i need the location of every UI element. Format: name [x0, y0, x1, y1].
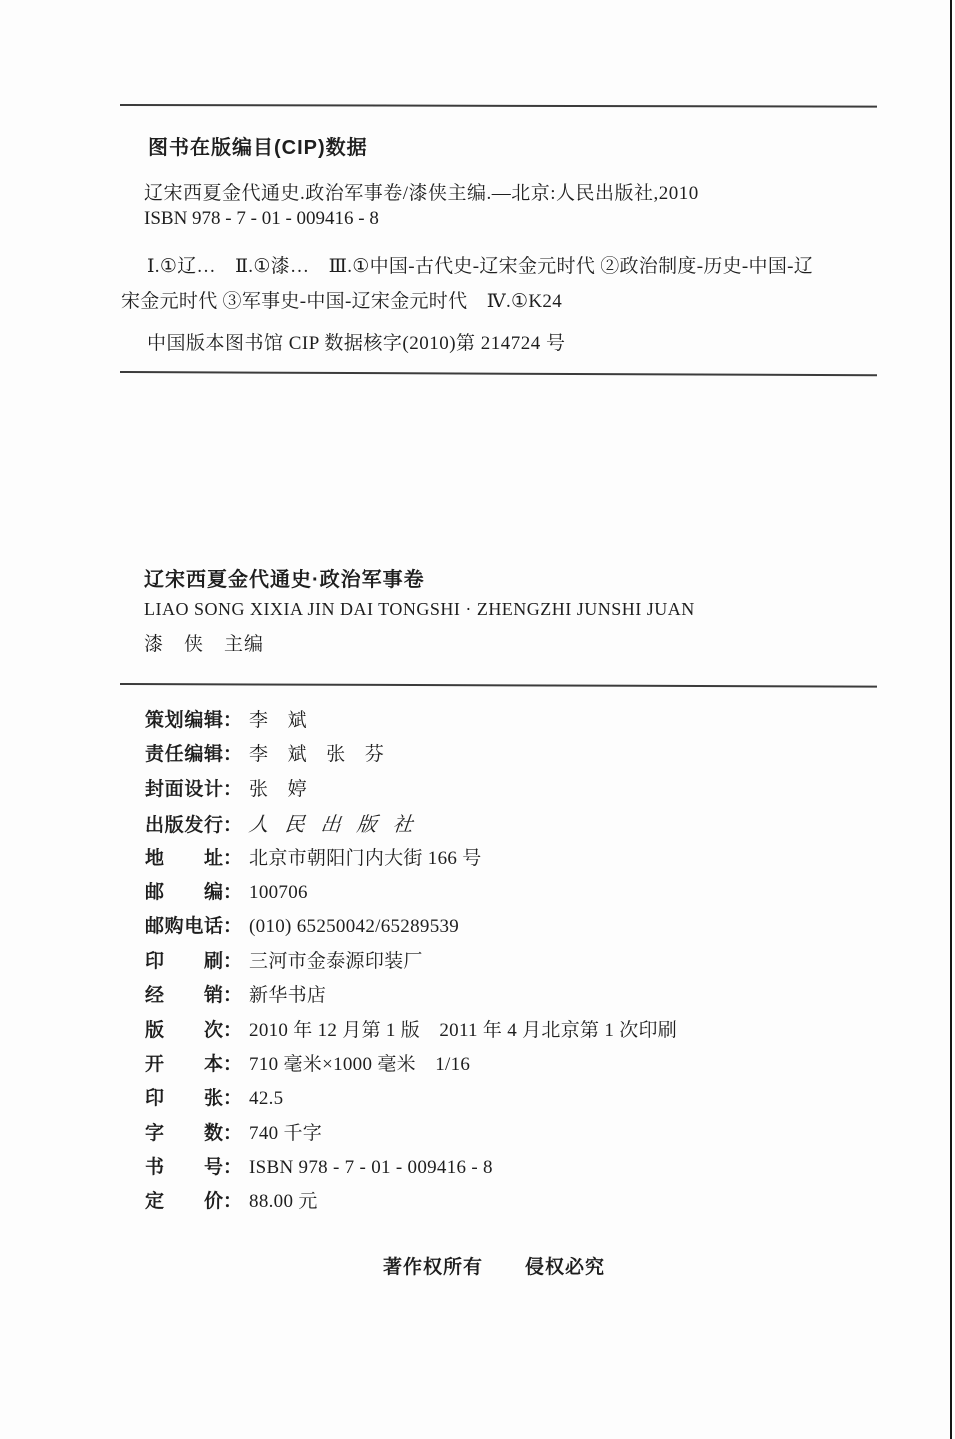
publication-info-list: [145, 705, 677, 1221]
divider-top: [120, 104, 877, 108]
info-label: 邮编: [145, 881, 223, 903]
publication-info-row: [145, 1152, 677, 1186]
info-colon: ：: [223, 1019, 243, 1041]
book-title-pinyin: LIAO SONG XIXIA JIN DAI TONGSHI · ZHENGZHI JUNSHI JUAN: [144, 599, 695, 619]
info-value: 李 斌 张 芬: [249, 744, 385, 766]
info-label: 印刷: [145, 950, 223, 972]
info-label: 出版发行: [145, 815, 223, 837]
info-value: 740 千字: [249, 1122, 323, 1144]
info-value: 2010 年 12 月第 1 版 2011 年 4 月北京第 1 次印刷: [249, 1019, 678, 1041]
footer-gap: [483, 1252, 525, 1279]
info-label: 定价: [145, 1191, 223, 1213]
cip-classification-line-1: Ⅰ.①辽… Ⅱ.①漆… Ⅲ.①中国-古代史-辽宋金元时代 ②政治制度-历史-中国-辽: [147, 256, 814, 277]
info-value: 42.5: [249, 1088, 284, 1110]
info-colon: ：: [223, 778, 243, 800]
info-colon: ：: [223, 744, 243, 766]
divider-lower: [120, 683, 877, 688]
info-label: 策划编辑: [145, 710, 223, 731]
info-label: 版次: [145, 1019, 223, 1041]
infringement-warning: 侵权必究: [525, 1257, 606, 1278]
info-colon: ：: [223, 916, 243, 938]
publication-info-row: [145, 946, 677, 980]
publication-info-row: [145, 705, 677, 739]
info-value: 北京市朝阳门内大街 166 号: [249, 847, 482, 869]
publication-info-row: [145, 1186, 677, 1220]
info-label: 印张: [145, 1088, 223, 1110]
publication-info-row: [145, 774, 677, 808]
cip-heading: 图书在版编目(CIP)数据: [148, 137, 368, 159]
info-value: 88.00 元: [249, 1191, 318, 1213]
info-value: ISBN 978 - 7 - 01 - 009416 - 8: [249, 1157, 493, 1179]
info-value: (010) 65250042/65289539: [249, 916, 460, 938]
publication-info-row: [145, 980, 677, 1014]
info-value: 710 毫米×1000 毫米 1/16: [249, 1053, 471, 1075]
info-colon: ：: [223, 985, 243, 1007]
info-value: 新华书店: [249, 985, 327, 1007]
info-value: 张 婷: [249, 778, 307, 800]
info-value: 100706: [249, 881, 308, 903]
page-scan-edge: [950, 0, 952, 1439]
info-label: 责任编辑: [145, 744, 223, 766]
info-label: 地址: [145, 847, 223, 869]
cip-registry-line: 中国版本图书馆 CIP 数据核字(2010)第 214724 号: [147, 333, 566, 354]
copyright-notice: 著作权所有: [383, 1257, 484, 1278]
info-colon: ：: [223, 1122, 243, 1144]
cip-classification-line-2: 宋金元时代 ③军事史-中国-辽宋金元时代 Ⅳ.①K24: [121, 291, 562, 312]
info-colon: ：: [223, 1053, 243, 1075]
book-editor-line: 漆 侠 主编: [144, 634, 265, 655]
info-label: 邮购电话: [145, 916, 223, 938]
publication-info-row: [145, 843, 677, 877]
info-value: 三河市金泰源印装厂: [249, 950, 423, 972]
info-colon: ：: [223, 881, 243, 903]
book-title-chinese: 辽宋西夏金代通史·政治军事卷: [144, 569, 425, 591]
info-colon: ：: [223, 710, 243, 731]
publication-info-row: [145, 1083, 677, 1117]
publication-info-row: [145, 808, 677, 842]
cip-record-line: 辽宋西夏金代通史.政治军事卷/漆侠主编.—北京:人民出版社,2010: [144, 183, 699, 204]
publication-info-row: [145, 911, 677, 945]
publication-info-row: [145, 1118, 677, 1152]
publication-info-row: [145, 1015, 677, 1049]
info-colon: ：: [223, 1157, 243, 1179]
info-label: 封面设计: [145, 778, 223, 800]
info-colon: ：: [223, 847, 243, 869]
info-colon: ：: [223, 815, 243, 837]
info-label: 经销: [145, 985, 223, 1007]
info-colon: ：: [223, 1191, 243, 1213]
publication-info-row: [145, 1049, 677, 1083]
info-value: 李 斌: [249, 710, 307, 731]
info-colon: ：: [223, 950, 243, 972]
copyright-footer: [383, 1252, 605, 1279]
publisher-logotype: 人民出版社: [247, 812, 431, 837]
divider-middle: [120, 371, 877, 376]
publication-info-row: [145, 739, 677, 773]
info-label: 字数: [145, 1122, 223, 1144]
publication-info-row: [145, 877, 677, 911]
info-label: 书号: [145, 1157, 223, 1179]
info-colon: ：: [223, 1088, 243, 1110]
info-label: 开本: [145, 1053, 223, 1075]
cip-isbn-line: ISBN 978 - 7 - 01 - 009416 - 8: [144, 208, 379, 229]
